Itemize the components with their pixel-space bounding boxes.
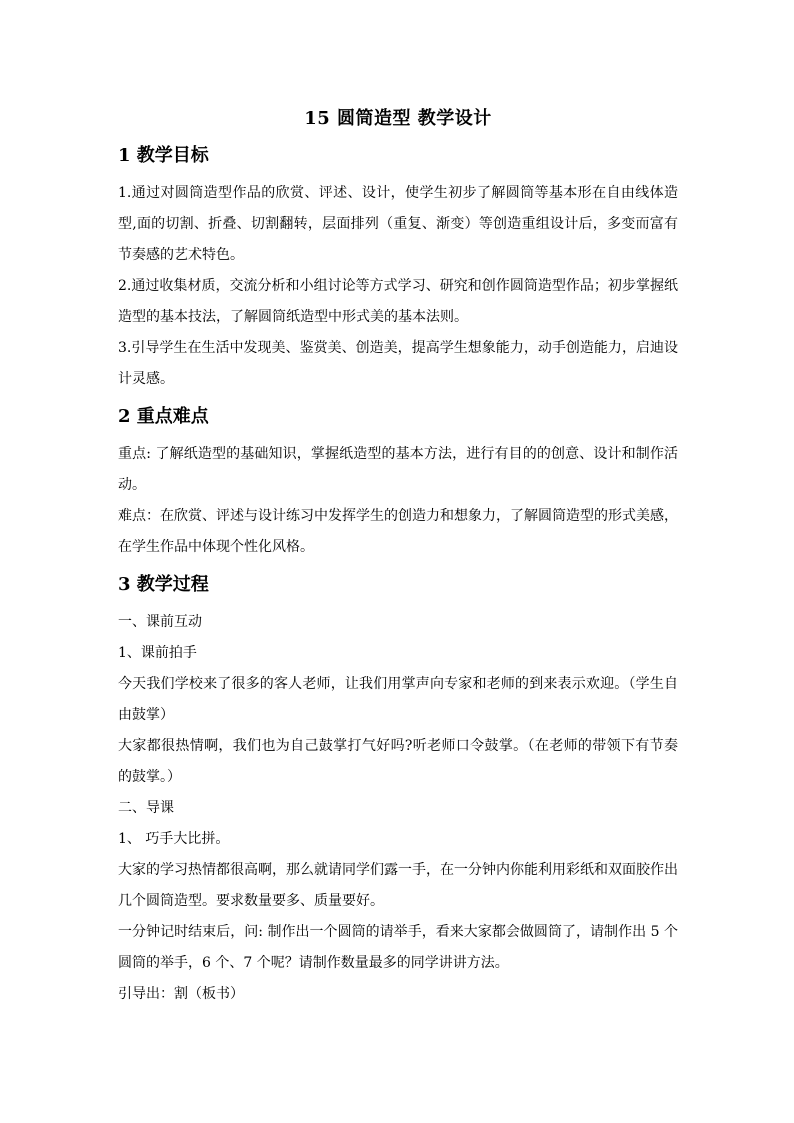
paragraph: 一分钟记时结束后，问: 制作出一个圆筒的请举手，看来大家都会做圆筒了，请制作出 5 个圆筒的举手，6 个、7 个呢？请制作数量最多的同学讲讲方法。 xyxy=(118,924,678,971)
paragraph: 重点: 了解纸造型的基础知识，掌握纸造型的基本方法，进行有目的的创意、设计和制作活动。 xyxy=(118,446,678,493)
paragraph: 1、 巧手大比拼。 xyxy=(118,831,230,847)
paragraph: 3.引导学生在生活中发现美、鉴赏美、创造美，提高学生想象能力，动手创造能力，启迪设计灵感。 xyxy=(118,340,678,387)
paragraph: 大家的学习热情都很高啊，那么就请同学们露一手，在一分钟内你能利用彩纸和双面胶作出几个圆筒造型。要求数量要多、质量要好。 xyxy=(118,862,678,909)
paragraph: 大家都很热情啊，我们也为自己鼓掌打气好吗?听老师口令鼓掌。（在老师的带领下有节奏的鼓掌。） xyxy=(118,738,678,785)
paragraph: 一、课前互动 xyxy=(118,614,202,630)
section-key-difficult-points xyxy=(118,395,678,563)
document-title: 15 圆筒造型 教学设计 xyxy=(304,108,492,129)
section-heading: 2 重点难点 xyxy=(118,406,209,427)
paragraph: 今天我们学校来了很多的客人老师，让我们用掌声向专家和老师的到来表示欢迎。（学生自由鼓掌） xyxy=(118,676,678,723)
section-teaching-objectives xyxy=(118,134,678,395)
paragraph: 二、导课 xyxy=(118,800,174,816)
paragraph: 1.通过对圆筒造型作品的欣赏、评述、设计，使学生初步了解圆筒等基本形在自由线体造型,面的切割、折叠、切割翻转，层面排列（重复、渐变）等创造重组设计后，多变而富有节奏感的艺术特色。 xyxy=(118,185,678,263)
section-heading: 1 教学目标 xyxy=(118,145,209,166)
paragraph: 1、课前拍手 xyxy=(118,645,197,661)
paragraph: 引导出：割（板书） xyxy=(118,986,244,1002)
document-page xyxy=(118,104,678,1010)
section-heading: 3 教学过程 xyxy=(118,574,209,595)
section-teaching-process xyxy=(118,563,678,1010)
paragraph: 2.通过收集材质，交流分析和小组讨论等方式学习、研究和创作圆筒造型作品；初步掌握纸造型的基本技法，了解圆筒纸造型中形式美的基本法则。 xyxy=(118,278,678,325)
paragraph: 难点：在欣赏、评述与设计练习中发挥学生的创造力和想象力，了解圆筒造型的形式美感，在学生作品中体现个性化风格。 xyxy=(118,508,678,555)
